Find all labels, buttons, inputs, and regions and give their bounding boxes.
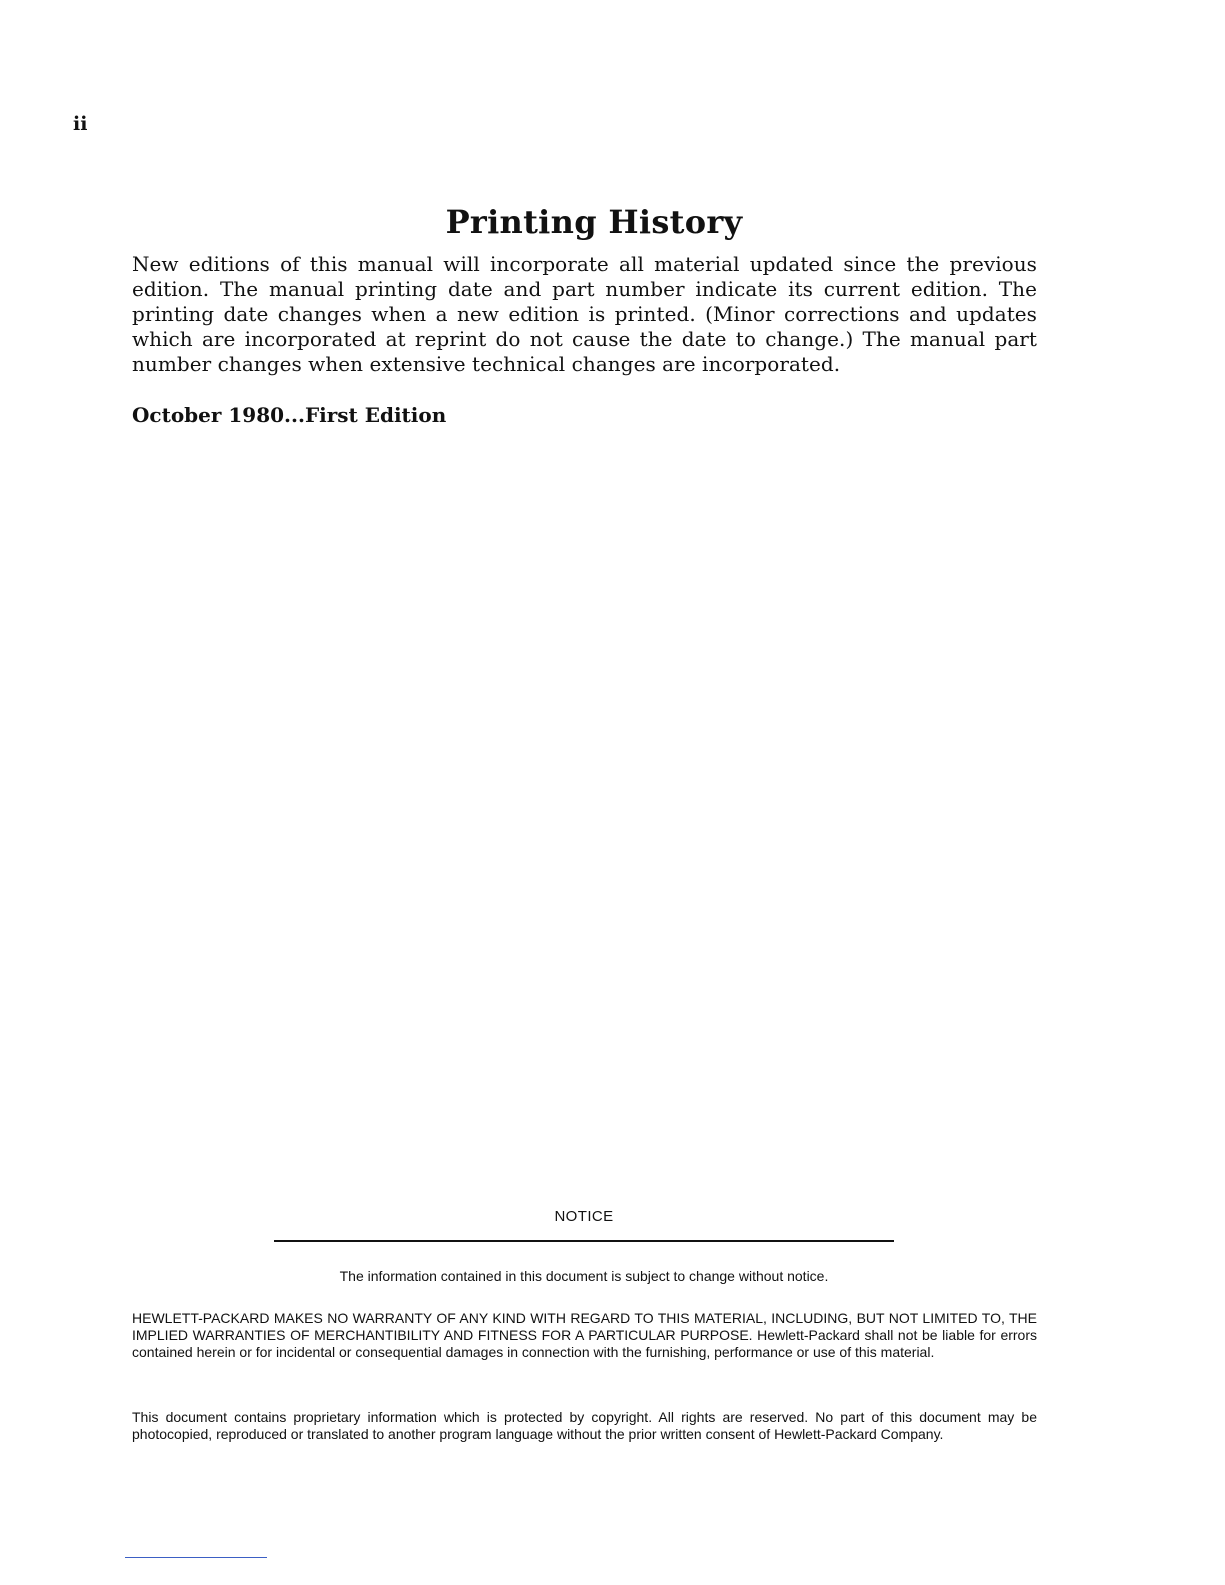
- printing-history-paragraph: New editions of this manual will incorporate all material updated since the previous edition. The manual printing date and part number indicate its current edition. The printing date changes when a new edition is printed. (Minor corrections and updates which are incorporated at reprint do not cause the date to change.) The manual part number changes when extensive technical changes are incorporated.: [132, 252, 1037, 376]
- page-number: ii: [73, 113, 88, 135]
- page-title: Printing History: [445, 203, 743, 241]
- proprietary-notice: This document contains proprietary information which is protected by copyright. All rights are reserved. No part of this document may be photocopied, reproduced or translated to another program language without the prior written consent of Hewlett-Packard Company.: [132, 1409, 1037, 1442]
- footer-divider: [125, 1557, 267, 1558]
- warranty-disclaimer: HEWLETT-PACKARD MAKES NO WARRANTY OF ANY KIND WITH REGARD TO THIS MATERIAL, INCLUDING, BUT NOT LIMITED TO, THE IMPLIED WARRANTIES OF MERCHANTIBILITY AND FITNESS FOR A PARTICULAR PURPOSE. Hewlett-Packard shall not be liable for errors contained herein or for incidental or consequential damages in connection with the furnishing, performance or use of this material.: [132, 1310, 1037, 1360]
- edition-entry: October 1980...First Edition: [132, 403, 447, 427]
- notice-subject-line: The information contained in this document is subject to change without notice.: [339, 1268, 829, 1284]
- notice-divider: [274, 1240, 894, 1242]
- notice-heading: NOTICE: [554, 1208, 614, 1225]
